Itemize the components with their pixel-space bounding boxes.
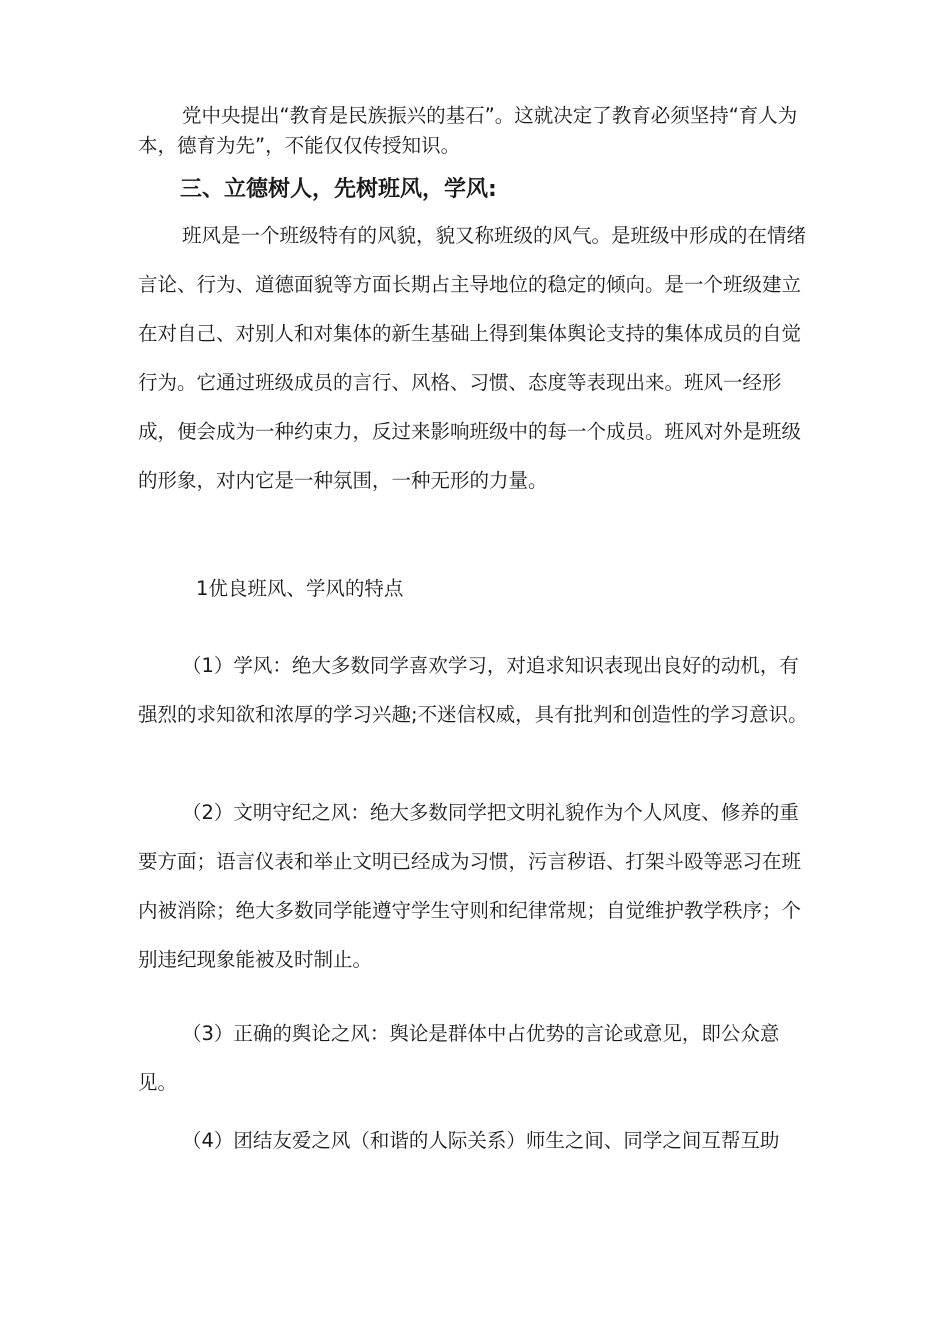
intro-paragraph: 党中央提出“教育是民族振兴的基石”。这就决定了教育必须坚持“育人为本，德育为先”，不能仅仅传授知识。 (138, 104, 798, 157)
item-unity-friendship: （4）团结友爱之风（和谐的人际关系）师生之间、同学之间互帮互助 (182, 1129, 780, 1152)
item-civility-discipline: （2）文明守纪之风：绝大多数同学把文明礼貌作为个人风度、修养的重要方面；语言仪表和举止文明已经成为习惯，污言秽语、打架斗殴等恶习在班内被消除；绝大多数同学能遵守学生守则和纪律常规；自觉维护教学秩序；个别违纪现象能被及时制止。 (138, 801, 802, 971)
subheading: 1优良班风、学风的特点 (196, 577, 404, 600)
section-heading: 三、立德树人，先树班风，学风: (180, 177, 497, 202)
item-study-style: （1）学风：绝大多数同学喜欢学习，对追求知识表现出良好的动机，有强烈的求知欲和浓厚的学习兴趣;不迷信权威，具有批判和创造性的学习意识。 (138, 654, 808, 726)
item-public-opinion: （3）正确的舆论之风：舆论是群体中占优势的言论或意见，即公众意见。 (138, 1022, 780, 1094)
class-style-paragraph: 班风是一个班级特有的风貌，貌又称班级的风气。是班级中形成的在情绪言论、行为、道德面貌等方面长期占主导地位的稳定的倾向。是一个班级建立在对自己、对别人和对集体的新生基础上得到集体舆论支持的集体成员的自觉行为。它通过班级成员的言行、风格、习惯、态度等表现出来。班风一经形成，便会成为一种约束力，反过来影响班级中的每一个成员。班风对外是班级的形象，对内它是一种氛围，一种无形的力量。 (138, 224, 807, 492)
